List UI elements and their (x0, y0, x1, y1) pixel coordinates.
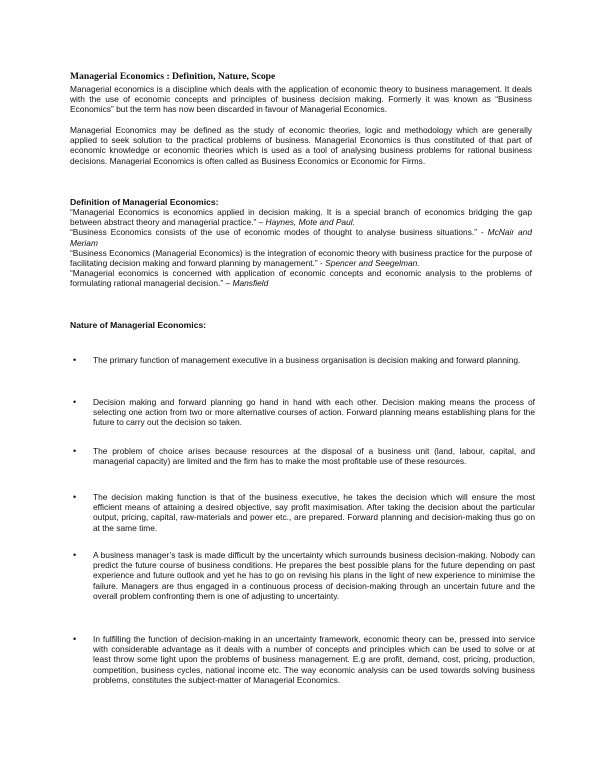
definition-list (70, 207, 532, 289)
list-item-text: A business manager’s task is made difficult by the uncertainty which surrounds business decision-making. Nobody can predict the future course of business conditions. He prepares the best possible plans for the future depending on past experience and future outlook and yet he has to go on revising his plans in the light of new experience to minimise the failure. Managers are thus engaged in a continuous process of decision-making through an uncertain future and the overall problem confronting them is one of adjusting to uncertainty. (93, 550, 535, 601)
list-item-text: Decision making and forward planning go hand in hand with each other. Decision making means the process of selecting one action from two or more alternative courses of action. Forward planning means establishing plans for the future to carry out the decision so taken. (93, 397, 535, 428)
definition-item: “Managerial Economics is economics applied in decision making. It is a special branch of economics bridging the gap between abstract theory and managerial practice.” – Haynes, Mote and Paul. (70, 207, 532, 228)
bullet-icon: • (73, 550, 77, 560)
nature-heading: Nature of Managerial Economics: (70, 320, 207, 330)
list-item-text: In fulfilling the function of decision-making in an uncertainty framework, economic theory can be, pressed into service with considerable advantage as it deals with a number of concepts and principles which can be used to solve or at least throw some light upon the problems of business management. E.g are profit, demand, cost, pricing, production, competition, business cycles, national income etc. The way economic analysis can be used towards solving business problems, constitutes the subject-matter of Managerial Economics. (93, 634, 535, 685)
definition-author: Haynes, Mote and Paul. (265, 217, 355, 228)
bullet-icon: • (73, 397, 77, 407)
definition-author: Mansfield (232, 278, 269, 289)
definition-item: “Managerial economics is concerned with application of economic concepts and economic analysis to the problems of formulating rational managerial decision.” – Mansfield (70, 268, 532, 289)
list-item-text: The primary function of management executive in a business organisation is decision making and forward planning. (93, 355, 521, 365)
intro-paragraph: Managerial Economics may be defined as the study of economic theories, logic and methodology which are generally applied to seek solution to the practical problems of business. Managerial Economics is thus constituted of that part of economic knowledge or economic theories which is used as a tool of analysing business problems for rational business decisions. Managerial Economics is often called as Business Economics or Economic for Firms. (70, 125, 532, 166)
bullet-icon: • (73, 634, 77, 644)
bullet-icon: • (73, 492, 77, 502)
definition-author: McNair and Meriam (70, 227, 532, 248)
definition-author: Spencer and Seegelman. (325, 258, 420, 269)
intro-paragraph: Managerial economics is a discipline which deals with the application of economic theory to business management. It deals with the use of economic concepts and principles of business decision making. Formerly it was known as “Business Economics” but the term has now been discarded in favour of Managerial Economics. (70, 84, 532, 115)
list-item-text: The problem of choice arises because resources at the disposal of a business unit (land, labour, capital, and managerial capacity) are limited and the firm has to make the most profitable use of these resources. (93, 446, 535, 467)
list-item-text: The decision making function is that of the business executive, he takes the decision which will ensure the most efficient means of attaining a desired objective, say profit maximisation. After taking the decision about the particular output, pricing, capital, raw-materials and power etc., are prepared. Forward planning and decision-making thus go on at the same time. (93, 492, 535, 533)
bullet-icon: • (73, 355, 77, 365)
definition-heading: Definition of Managerial Economics: (70, 197, 219, 207)
definition-item: “Business Economics (Managerial Economics) is the integration of economic theory with business practice for the purpose of facilitating decision making and forward planning by management.” - Spencer and Seegelman. (70, 247, 532, 269)
bullet-icon: • (73, 446, 77, 456)
page-title: Managerial Economics : Definition, Nature, Scope (70, 71, 276, 82)
definition-item: “Business Economics consists of the use of economic modes of thought to analyse business situations.” - McNair and Meriam (70, 227, 532, 248)
